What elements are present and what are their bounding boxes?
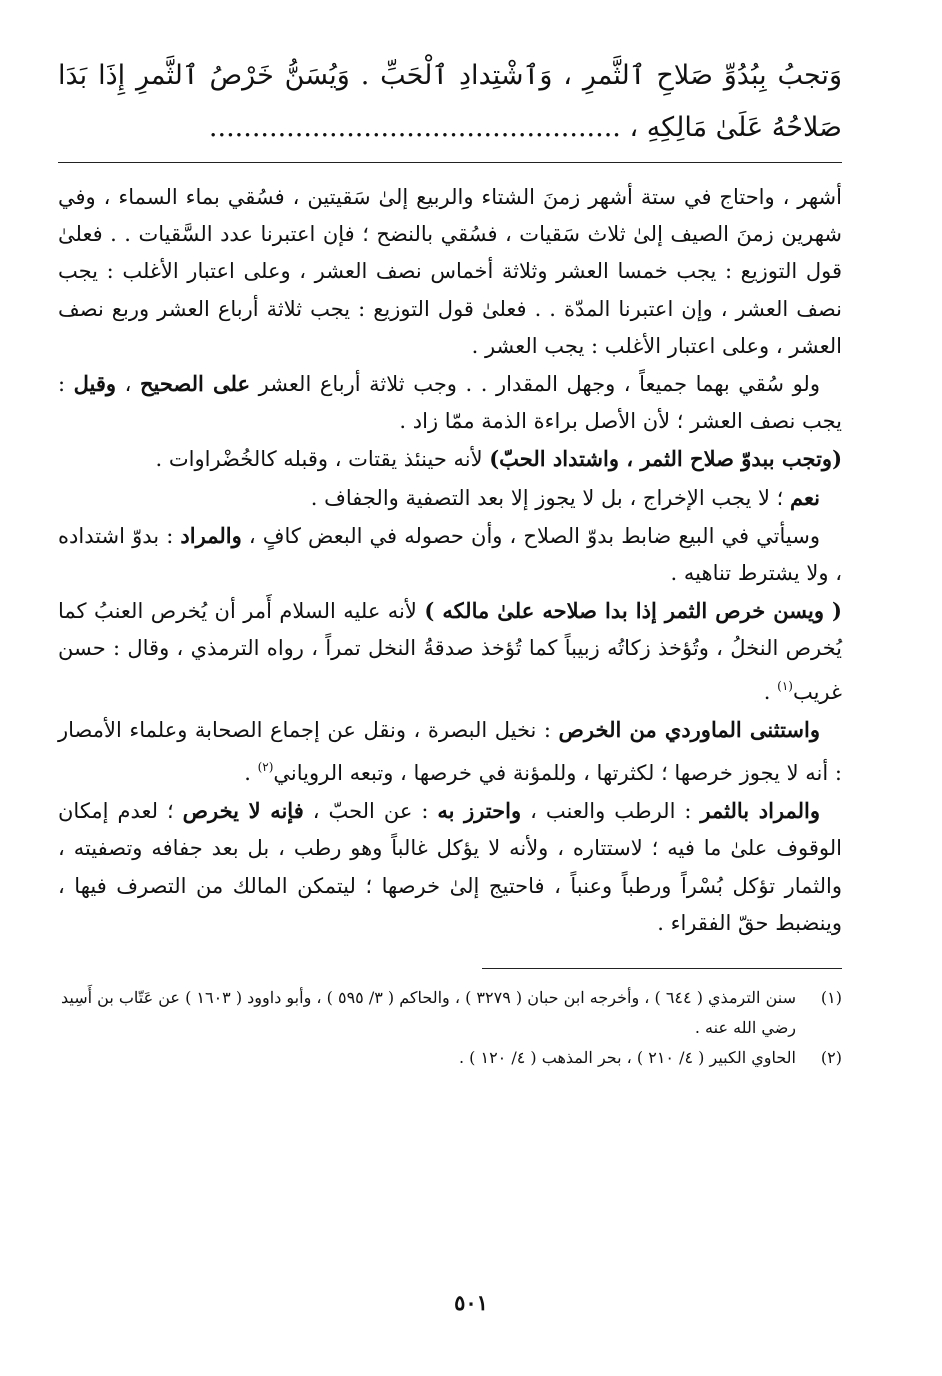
matn-dots: ................................................	[208, 112, 621, 143]
p7-end: .	[244, 761, 258, 786]
p5-bold-murad: والمراد	[180, 522, 242, 548]
p8-text-d: : عن الحبّ ،	[303, 799, 438, 824]
p2-bold-qila: وقيل	[73, 371, 117, 397]
p5-text-c: : بدوّ اشتداده ، ولا يشترط تناهيه .	[58, 523, 842, 586]
p8-bold-la-yukhras: فإنه لا يخرص	[182, 798, 304, 824]
matn-text-block	[58, 50, 842, 154]
footnote-item	[58, 1043, 842, 1073]
p6-end: .	[763, 679, 778, 704]
p6-text: لأنه عليه السلام أَمر أن يُخرص العنبُ كما يُخرص النخلُ ، وتُؤخذ زكاتُه زبيباً كما تُؤخذ صدقةُ النخل تمراً ، رواه الترمذي ، وقال : حسن غريب	[58, 599, 842, 704]
footnote-text: سنن الترمذي ( ٦٤٤ ) ، وأخرجه ابن حبان ( ٣٢٧٩ ) ، والحاكم ( ٣/ ٥٩٥ ) ، وأبو داوود ( ١٦٠٣ ) عن عَتّاب بن أَسِيد رضي الله عنه .	[60, 988, 796, 1038]
p4-text: ؛ لا يجب الإخراج ، بل لا يجوز إلا بعد التصفية والجفاف .	[310, 485, 791, 510]
p8-text-b: : الرطب والعنب ،	[521, 799, 701, 824]
p8-bold-ihtaraz: واحترز به	[437, 798, 522, 824]
p3-matn-quote: (وتجب ببدوّ صلاح الثمر ، واشتداد الحبّ)	[489, 446, 842, 472]
p3-text: لأنه حينئذ يقتات ، وقبله كالخُضْراوات .	[155, 447, 490, 472]
footnote-separator-line	[482, 968, 842, 969]
p4-bold-naam: نعم	[790, 484, 820, 510]
footnote-item	[58, 983, 842, 1043]
p5-text-a: وسيأتي في البيع ضابط بدوّ الصلاح ، وأن حصوله في البعض كافٍ ،	[241, 523, 821, 548]
p2-text-c: ،	[116, 372, 140, 397]
sharh-paragraph-5	[58, 517, 842, 592]
page-number: ٥٠١	[454, 1290, 488, 1315]
page-content	[58, 50, 842, 1073]
footnote-number: (١)	[820, 988, 842, 1008]
p8-text-f: ؛ لعدم إمكان الوقوف علىٰ ما فيه ؛ لاستتاره ، ولأنه لا يؤكل غالباً وهو رطب ، بل بعد جفافه وتصفيته ، والثمار تؤكل بُسْراً ورطباً وعنباً ، فاحتيج إلىٰ خرصها ؛ ليتمكن المالك من التصرف فيها ، وينضبط حقّ الفقراء .	[58, 799, 842, 935]
sharh-paragraph-8	[58, 792, 842, 942]
p2-text-e: : يجب نصف العشر ؛ لأن الأصل براءة الذمة ممّا زاد .	[58, 372, 842, 434]
sharh-paragraph-3	[58, 440, 842, 478]
footnotes	[58, 983, 842, 1073]
sharh-paragraph-4	[58, 479, 842, 517]
p2-text-a: ولو سُقي بهما جميعاً ، وجهل المقدار . . وجب ثلاثة أرباع العشر	[250, 372, 820, 397]
sharh-paragraph-2	[58, 365, 842, 440]
footnote-ref-1[interactable]: (١)	[777, 678, 793, 693]
footnote-number: (٢)	[820, 1048, 842, 1068]
matn-text: وَتجبُ بِبُدُوِّ صَلاحِ ٱلثَّمرِ ، وَٱشْتِدادِ ٱلْحَبِّ . وَيُسَنُّ خَرْصُ ٱلثَّمرِ إِذَا بَدَا صَلاحُهُ عَلَىٰ مَالِكِهِ ،	[58, 60, 842, 143]
footnote-text: الحاوي الكبير ( ٤/ ٢١٠ ) ، بحر المذهب ( ٤/ ١٢٠ ) .	[458, 1048, 796, 1068]
sharh-text-block	[58, 179, 842, 942]
sharh-paragraph-6	[58, 592, 842, 711]
sharh-paragraph-7	[58, 711, 842, 792]
sharh-paragraph-1	[58, 179, 842, 365]
p7-bold-lead: واستثنى الماوردي من الخرص	[558, 716, 820, 742]
p7-text: : نخيل البصرة ، ونقل عن إجماع الصحابة وعلماء الأمصار : أنه لا يجوز خرصها ؛ لكثرتها ، وللمؤنة في خرصها ، وتبعه الروياني	[58, 717, 842, 786]
matn-separator-line	[58, 162, 842, 163]
p2-bold-sahih: على الصحيح	[139, 371, 251, 397]
p6-matn-quote: ( ويسن خرص الثمر إذا بدا صلاحه علىٰ مالكه )	[424, 598, 842, 624]
sharh-paragraph-1-text: أشهر ، واحتاج في ستة أشهر زمنَ الشتاء والربيع إلىٰ سَقيتين ، فسُقي بماء السماء ، وفي شهرين زمنَ الصيف إلىٰ ثلاث سَقيات ، فسُقي بالنضح ؛ فإن اعتبرنا عدد السَّقيات . . فعلىٰ قول التوزيع : يجب خمسا العشر وثلاثة أخماس نصف العشر ، وعلى اعتبار الأغلب : يجب نصف العشر ، وإن اعتبرنا المدّة . . فعلىٰ قول التوزيع : يجب ثلاثة أرباع العشر وربع نصف العشر ، وعلى اعتبار الأغلب : يجب العشر .	[58, 185, 842, 358]
footnote-ref-2[interactable]: (٢)	[257, 760, 274, 775]
p8-bold-lead: والمراد بالثمر	[700, 798, 821, 824]
